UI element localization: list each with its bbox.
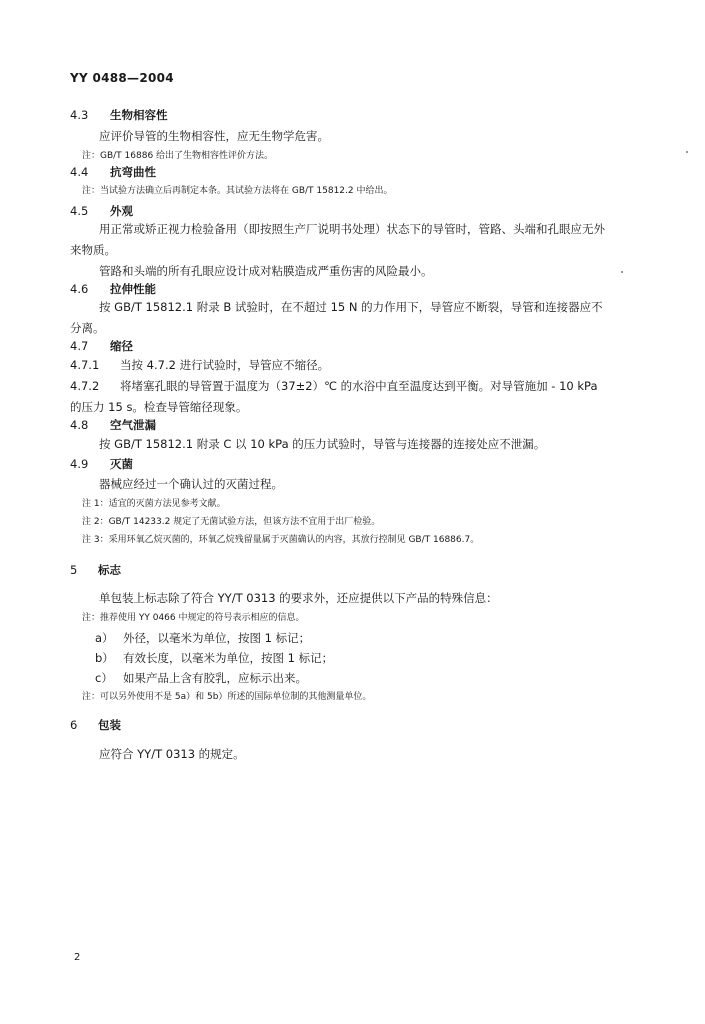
section-4-7-2-line2: 的压力 15 s。检查导管缩径现象。 [70,400,248,414]
subsection-number: 4.7.2 [70,379,100,393]
section-4-5-heading [70,203,133,219]
section-number: 4.5 [70,204,89,218]
list-text: 如果产品上含有胶乳，应标示出来。 [123,671,307,685]
section-4-3-body: 应评价导管的生物相容性，应无生物学危害。 [99,129,329,143]
scan-speck [621,271,623,273]
section-5-body: 单包装上标志除了符合 YY/T 0313 的要求外，还应提供以下产品的特殊信息： [99,591,498,605]
section-4-4-heading [70,164,156,180]
section-4-5-body2: 管路和头端的所有孔眼应设计成对粘膜造成严重伤害的风险最小。 [99,264,433,278]
section-number: 4.6 [70,282,89,296]
section-4-6-heading [70,281,156,297]
section-6-body: 应符合 YY/T 0313 的规定。 [99,747,245,761]
section-5-item-a [95,630,310,646]
section-number: 4.7 [70,339,89,353]
section-number: 5 [70,563,78,577]
subsection-text: 将堵塞孔眼的导管置于温度为（37±2）℃ 的水浴中直至温度达到平衡。对导管施加 - 10 kPa [120,379,598,393]
section-5-note2: 注：可以另外使用不是 5a）和 5b）所述的国际单位制的其他测量单位。 [82,692,372,702]
page-number: 2 [74,952,81,963]
section-5-heading [70,562,121,578]
section-4-8-heading [70,417,156,433]
section-4-7-heading [70,338,133,354]
section-4-7-1 [70,357,329,373]
list-label: a） [95,631,114,645]
section-title: 抗弯曲性 [110,165,156,179]
scan-speck [686,151,688,153]
section-4-3-note: 注：GB/T 16886 给出了生物相容性评价方法。 [82,151,274,161]
section-title: 包装 [98,718,121,732]
list-label: b） [95,651,114,665]
section-title: 缩径 [110,339,133,353]
section-number: 4.4 [70,165,89,179]
section-4-6-body-line2: 分离。 [70,321,105,335]
section-4-9-note1: 注 1：适宜的灭菌方法见参考文献。 [82,499,226,509]
section-title: 生物相容性 [110,108,168,122]
section-4-5-body-line2: 来物质。 [70,243,116,257]
document-header: YY 0488—2004 [70,71,174,85]
section-6-heading [70,717,121,733]
section-4-4-note: 注：当试验方法确立后再制定本条。其试验方法将在 GB/T 15812.2 中给出。 [82,186,393,196]
list-text: 有效长度，以毫米为单位，按图 1 标记； [123,651,334,665]
section-number: 4.9 [70,457,89,471]
section-4-9-body: 器械应经过一个确认过的灭菌过程。 [99,477,283,491]
list-text: 外径，以毫米为单位，按图 1 标记； [123,631,311,645]
section-5-item-b [95,650,333,666]
section-number: 4.3 [70,108,89,122]
section-5-item-c [95,670,307,686]
subsection-text: 当按 4.7.2 进行试验时，导管应不缩径。 [120,358,330,372]
section-4-7-2-line1 [70,378,598,394]
section-title: 标志 [98,563,121,577]
subsection-number: 4.7.1 [70,358,100,372]
section-title: 灭菌 [110,457,133,471]
list-label: c） [95,671,113,685]
section-4-9-heading [70,456,133,472]
section-4-9-note3: 注 3：采用环氧乙烷灭菌的，环氧乙烷残留量属于灭菌确认的内容，其放行控制见 GB/T 16886.7。 [82,535,480,545]
section-4-3-heading [70,107,168,123]
section-number: 6 [70,718,78,732]
section-4-8-body: 按 GB/T 15812.1 附录 C 以 10 kPa 的压力试验时，导管与连接器的连接处应不泄漏。 [99,437,546,451]
section-4-6-body-line1: 按 GB/T 15812.1 附录 B 试验时，在不超过 15 N 的力作用下，导管应不断裂，导管和连接器应不 [99,300,603,314]
section-number: 4.8 [70,418,89,432]
section-4-5-body-line1: 用正常或矫正视力检验备用（即按照生产厂说明书处理）状态下的导管时，管路、头端和孔眼应无外 [99,222,605,236]
section-title: 外观 [110,204,133,218]
section-4-9-note2: 注 2：GB/T 14233.2 规定了无菌试验方法，但该方法不宜用于出厂检验。 [82,517,381,527]
section-title: 空气泄漏 [110,418,156,432]
section-5-note: 注：推荐使用 YY 0466 中规定的符号表示相应的信息。 [82,613,305,623]
section-title: 拉伸性能 [110,282,156,296]
